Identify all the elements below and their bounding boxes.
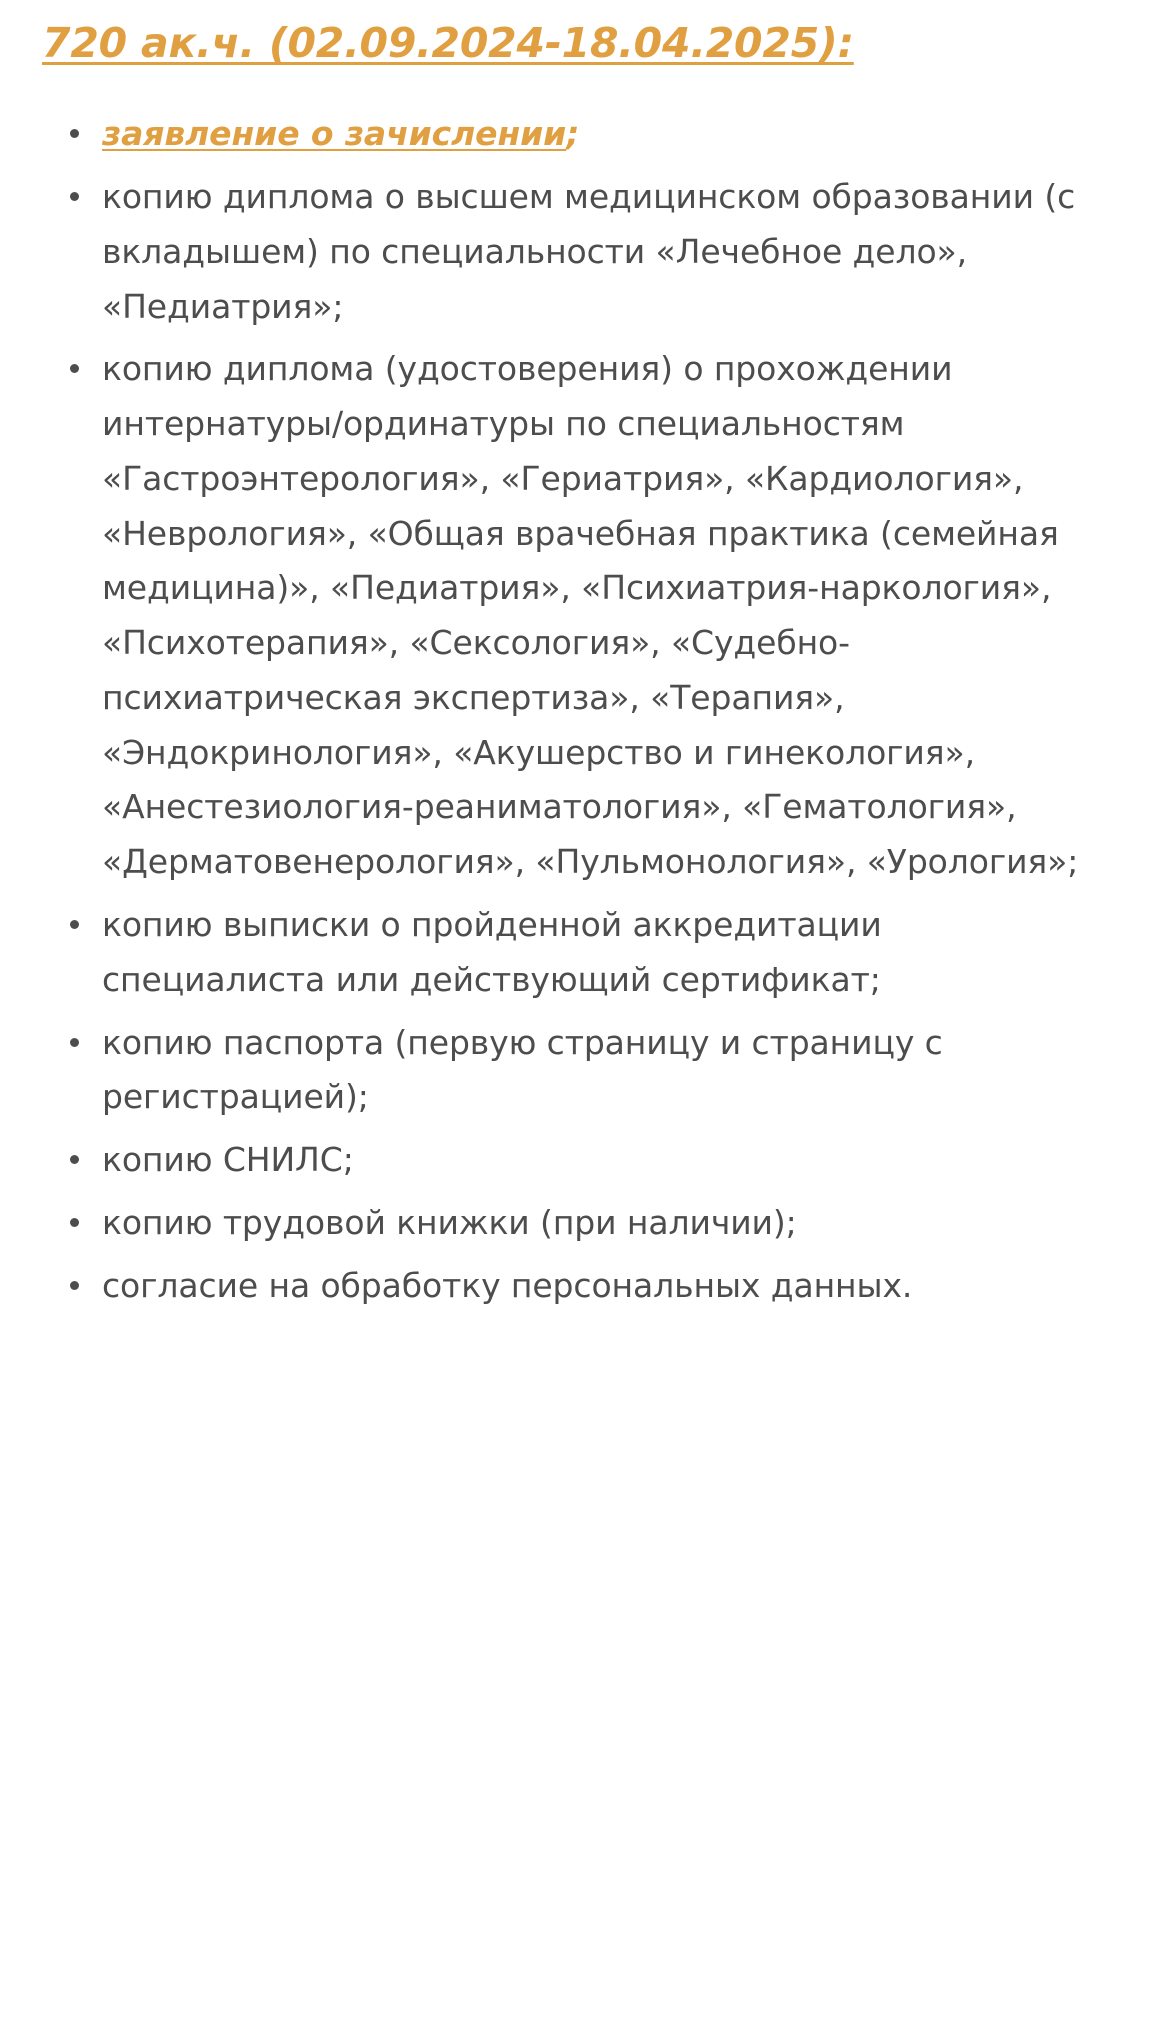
list-item-label: копию трудовой книжки (при наличии); xyxy=(102,1202,797,1242)
list-item xyxy=(40,107,1114,162)
list-item-label: согласие на обработку персональных данных. xyxy=(102,1265,913,1305)
list-item xyxy=(40,1196,1114,1251)
requirements-list xyxy=(40,107,1114,1313)
list-item-label: копию СНИЛС; xyxy=(102,1140,354,1180)
list-item-label: копию диплома о высшем медицинском образовании (с вкладышем) по специальности «Лечебное дело», «Педиатрия»; xyxy=(102,177,1076,326)
page-title: 720 ак.ч. (02.09.2024-18.04.2025): xyxy=(42,19,854,67)
list-item-trailing-punctuation: ; xyxy=(566,114,580,154)
list-item xyxy=(40,1133,1114,1188)
list-item xyxy=(40,342,1114,890)
list-item-label: копию паспорта (первую страницу и страницу с регистрацией); xyxy=(102,1022,943,1117)
list-item-label: копию диплома (удостоверения) о прохождении интернатуры/ординатуры по специальностям «Гастроэнтерология», «Гериатрия», «Кардиология», «Неврология», «Общая врачебная практика (семейная медицина)», «Педиатрия», «Психиатрия-наркология», «Психотерапия», «Сексология», «Судебно-психиатрическая экспертиза», «Терапия», «Эндокринология», «Акушерство и гинекология», «Анестезиология-реаниматология», «Гематология», «Дерматовенерология», «Пульмонология», «Урология»; xyxy=(102,349,1079,882)
list-item xyxy=(40,170,1114,334)
list-item xyxy=(40,1016,1114,1126)
list-item xyxy=(40,1259,1114,1314)
list-item-label: копию выписки о пройденной аккредитации специалиста или действующий сертификат; xyxy=(102,904,882,999)
list-item xyxy=(40,898,1114,1008)
enrollment-application-link[interactable]: заявление о зачислении xyxy=(102,114,567,154)
